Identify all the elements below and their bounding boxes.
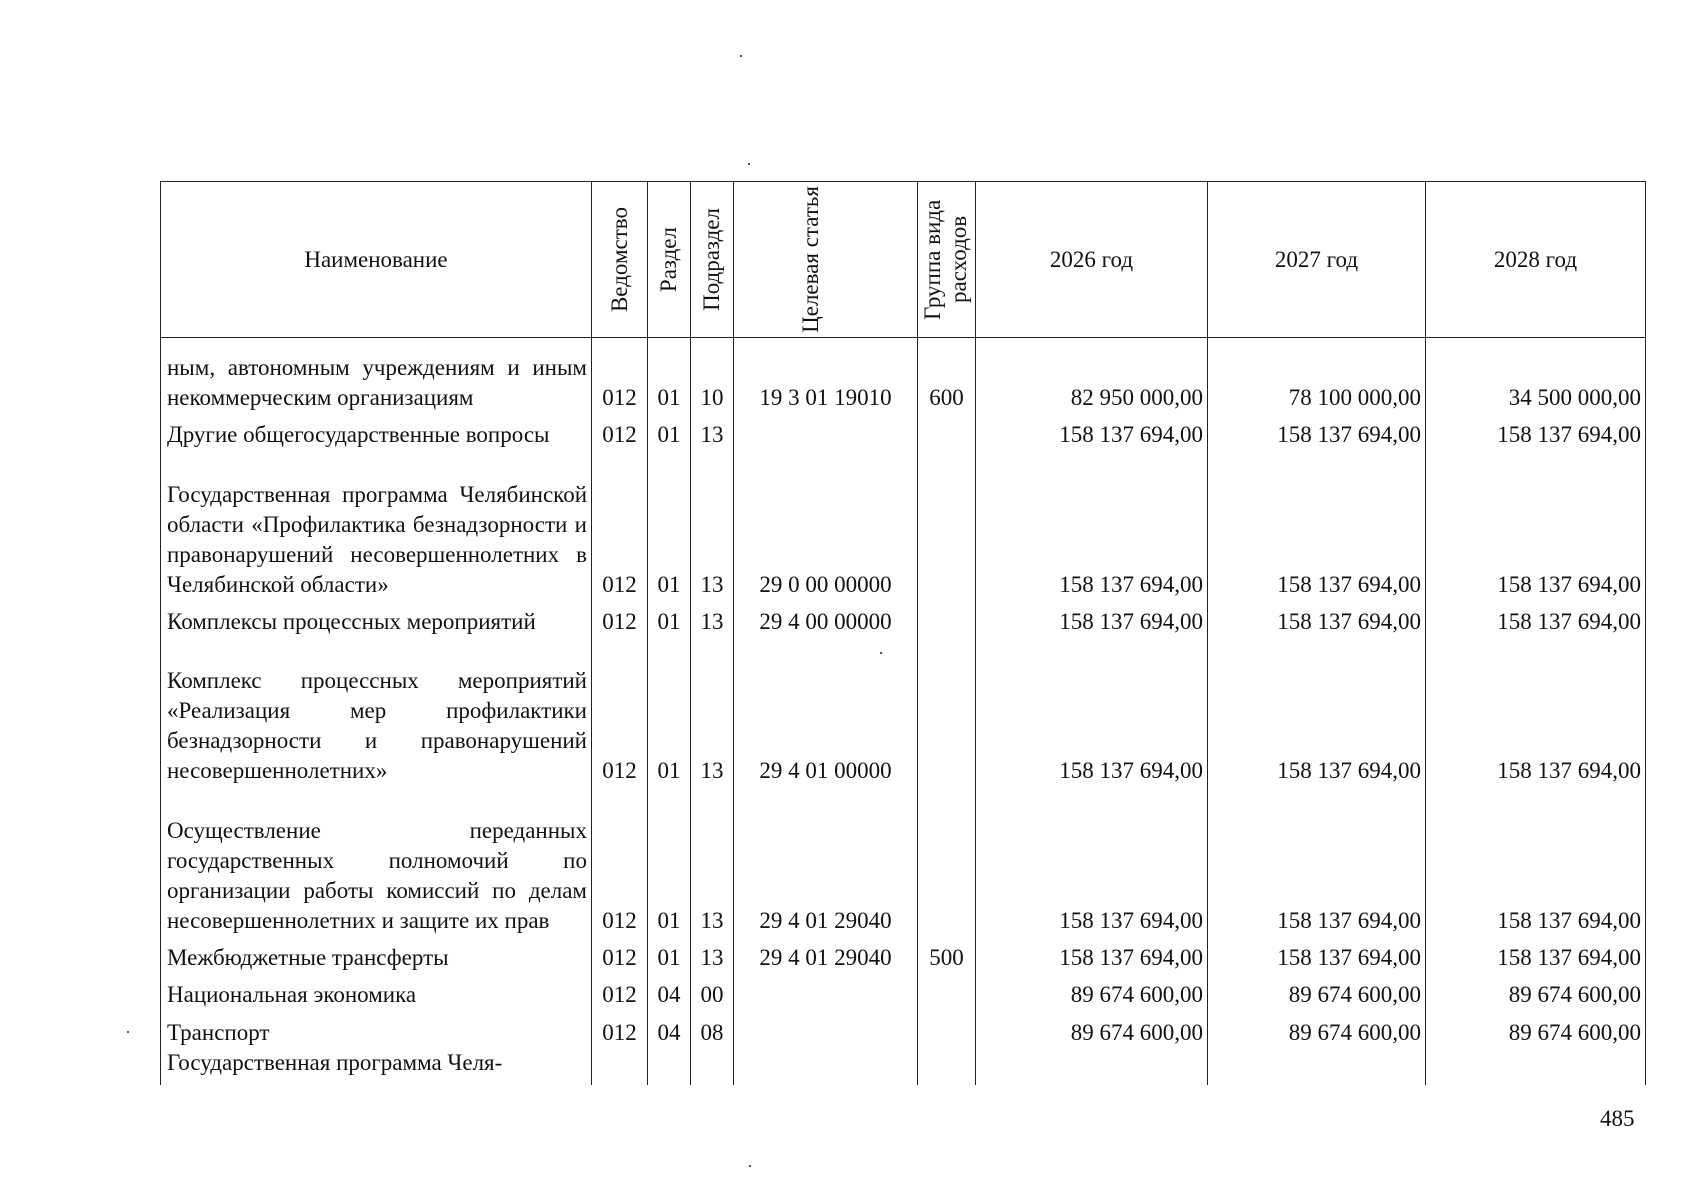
header-year-2026 [976, 182, 1208, 338]
cell-year-2026: 158 137 694,00 [976, 786, 1208, 935]
cell-celevaya-statya: 29 4 01 29040 [734, 786, 918, 935]
cell-vedomstvo: 012 [592, 973, 648, 1010]
scan-speck [127, 1031, 129, 1033]
cell-name: Национальная экономика [161, 973, 592, 1010]
cell-razdel: 01 [648, 450, 691, 599]
header-year-2027-label: 2027 год [1274, 246, 1359, 272]
table-row [161, 1048, 1646, 1085]
cell-podrazdel: 13 [691, 936, 734, 973]
table-header-row [161, 182, 1646, 338]
cell-year-2027: 78 100 000,00 [1208, 338, 1426, 413]
page-number: 485 [1600, 1106, 1635, 1131]
cell-year-2026: 158 137 694,00 [976, 450, 1208, 599]
cell-year-2027: 158 137 694,00 [1208, 786, 1426, 935]
cell-vedomstvo: 012 [592, 413, 648, 450]
cell-year-2027 [1208, 1048, 1426, 1085]
header-razdel [648, 182, 691, 338]
cell-year-2028: 158 137 694,00 [1426, 413, 1646, 450]
cell-year-2027: 158 137 694,00 [1208, 637, 1426, 786]
cell-razdel: 01 [648, 600, 691, 637]
cell-podrazdel: 13 [691, 450, 734, 599]
cell-razdel: 01 [648, 338, 691, 413]
header-podrazdel [691, 182, 734, 338]
cell-celevaya-statya [734, 413, 918, 450]
cell-year-2026: 89 674 600,00 [976, 973, 1208, 1010]
header-year-2026-label: 2026 год [1049, 246, 1134, 272]
cell-vedomstvo: 012 [592, 936, 648, 973]
cell-name: Комплекс процессных мероприятий «Реализация мер профилактики безнадзорности и правонарушений несовершеннолетних» [161, 637, 592, 786]
table-row [161, 973, 1646, 1010]
cell-year-2026: 158 137 694,00 [976, 637, 1208, 786]
budget-table [160, 181, 1646, 1085]
table-row [161, 637, 1646, 786]
header-celevaya-statya [734, 182, 918, 338]
cell-name: Осуществление переданных государственных полномочий по организации работы комиссий по делам несовершеннолетних и защите их прав [161, 786, 592, 935]
cell-podrazdel: 13 [691, 637, 734, 786]
cell-gruppa [918, 600, 976, 637]
cell-gruppa [918, 637, 976, 786]
header-name-label: Наименование [304, 246, 448, 272]
cell-year-2026: 158 137 694,00 [976, 413, 1208, 450]
cell-name: Транспорт [161, 1010, 592, 1047]
header-name [161, 182, 592, 338]
header-razdel-label: Раздел [656, 226, 681, 293]
cell-podrazdel: 13 [691, 786, 734, 935]
cell-vedomstvo [592, 1048, 648, 1085]
cell-razdel: 01 [648, 936, 691, 973]
cell-gruppa [918, 450, 976, 599]
cell-podrazdel: 08 [691, 1010, 734, 1047]
header-gruppa-vida-rashodov [918, 182, 976, 338]
cell-year-2026 [976, 1048, 1208, 1085]
cell-name: Государственная программа Челябинской области «Профилактика безнадзорности и правонарушений несовершеннолетних в Челябинской области» [161, 450, 592, 599]
cell-celevaya-statya: 29 4 01 00000 [734, 637, 918, 786]
cell-year-2027: 158 137 694,00 [1208, 600, 1426, 637]
cell-gruppa [918, 1010, 976, 1047]
cell-razdel: 01 [648, 413, 691, 450]
cell-celevaya-statya [734, 1048, 918, 1085]
cell-gruppa [918, 1048, 976, 1085]
cell-name: Другие общегосударственные вопросы [161, 413, 592, 450]
scan-speck [749, 1165, 751, 1167]
table-row [161, 1010, 1646, 1047]
cell-year-2028: 158 137 694,00 [1426, 450, 1646, 599]
header-podrazdel-label: Подраздел [699, 208, 724, 311]
cell-vedomstvo: 012 [592, 1010, 648, 1047]
scan-speck [748, 163, 750, 165]
header-celevaya-statya-label: Целевая статья [797, 186, 823, 333]
cell-year-2026: 158 137 694,00 [976, 600, 1208, 637]
cell-vedomstvo: 012 [592, 786, 648, 935]
cell-name: Комплексы процессных мероприятий [161, 600, 592, 637]
cell-gruppa: 500 [918, 936, 976, 973]
header-year-2028 [1426, 182, 1646, 338]
table-row [161, 450, 1646, 599]
cell-year-2028: 89 674 600,00 [1426, 1010, 1646, 1047]
cell-name: Государственная программа Челя- [161, 1048, 592, 1085]
cell-gruppa [918, 413, 976, 450]
cell-celevaya-statya [734, 1010, 918, 1047]
cell-year-2026: 89 674 600,00 [976, 1010, 1208, 1047]
cell-razdel: 04 [648, 1010, 691, 1047]
scan-speck [740, 55, 742, 57]
header-vedomstvo [592, 182, 648, 338]
cell-year-2028: 158 137 694,00 [1426, 786, 1646, 935]
cell-gruppa [918, 786, 976, 935]
cell-year-2028: 158 137 694,00 [1426, 637, 1646, 786]
cell-year-2028: 158 137 694,00 [1426, 600, 1646, 637]
cell-year-2027: 158 137 694,00 [1208, 936, 1426, 973]
cell-razdel: 01 [648, 637, 691, 786]
cell-celevaya-statya: 29 4 01 29040 [734, 936, 918, 973]
cell-year-2026: 158 137 694,00 [976, 936, 1208, 973]
cell-year-2027: 89 674 600,00 [1208, 973, 1426, 1010]
cell-celevaya-statya: 29 0 00 00000 [734, 450, 918, 599]
cell-gruppa: 600 [918, 338, 976, 413]
table-body [161, 338, 1646, 1086]
cell-podrazdel: 13 [691, 600, 734, 637]
cell-podrazdel: 10 [691, 338, 734, 413]
header-vedomstvo-label: Ведомство [606, 206, 632, 313]
cell-razdel [648, 1048, 691, 1085]
header-year-2028-label: 2028 год [1493, 246, 1578, 272]
cell-name: ным, автономным учреждениям и иным некоммерческим организациям [161, 338, 592, 413]
cell-year-2028: 158 137 694,00 [1426, 936, 1646, 973]
cell-year-2028: 89 674 600,00 [1426, 973, 1646, 1010]
cell-year-2028 [1426, 1048, 1646, 1085]
table-row [161, 600, 1646, 637]
cell-year-2028: 34 500 000,00 [1426, 338, 1646, 413]
table-row [161, 338, 1646, 413]
cell-podrazdel [691, 1048, 734, 1085]
table-row [161, 413, 1646, 450]
table-row [161, 786, 1646, 935]
header-gruppa-label: Группа вида расходов [919, 199, 971, 320]
cell-year-2027: 89 674 600,00 [1208, 1010, 1426, 1047]
cell-razdel: 01 [648, 786, 691, 935]
cell-podrazdel: 00 [691, 973, 734, 1010]
table-row [161, 936, 1646, 973]
cell-year-2027: 158 137 694,00 [1208, 450, 1426, 599]
cell-year-2027: 158 137 694,00 [1208, 413, 1426, 450]
header-year-2027 [1208, 182, 1426, 338]
cell-razdel: 04 [648, 973, 691, 1010]
cell-podrazdel: 13 [691, 413, 734, 450]
cell-year-2026: 82 950 000,00 [976, 338, 1208, 413]
cell-gruppa [918, 973, 976, 1010]
cell-vedomstvo: 012 [592, 450, 648, 599]
cell-vedomstvo: 012 [592, 600, 648, 637]
cell-celevaya-statya: 29 4 00 00000 [734, 600, 918, 637]
cell-celevaya-statya: 19 3 01 19010 [734, 338, 918, 413]
cell-name: Межбюджетные трансферты [161, 936, 592, 973]
cell-vedomstvo: 012 [592, 637, 648, 786]
cell-celevaya-statya [734, 973, 918, 1010]
cell-vedomstvo: 012 [592, 338, 648, 413]
